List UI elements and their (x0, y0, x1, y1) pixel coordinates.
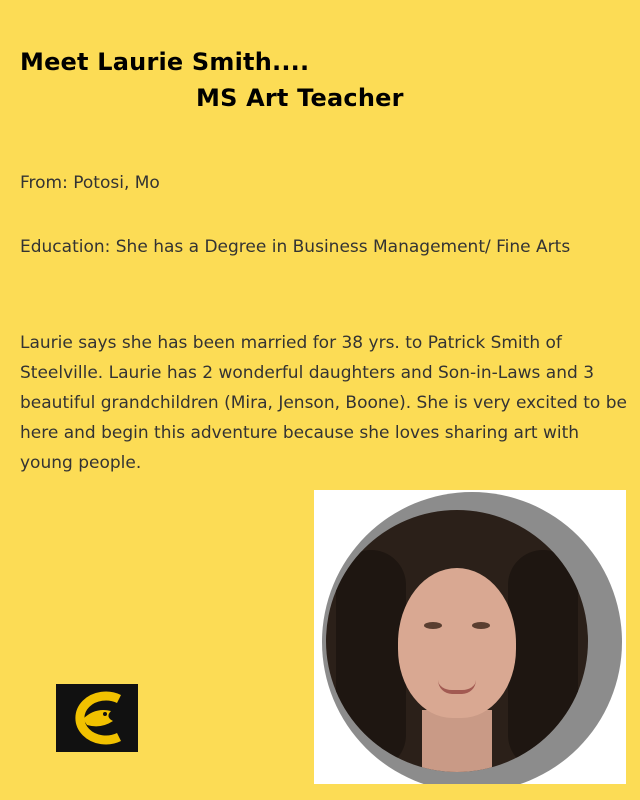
portrait (326, 510, 588, 772)
page-title: Meet Laurie Smith.... (20, 48, 310, 76)
page-subtitle: MS Art Teacher (196, 84, 404, 112)
golden-eagle-c-logo-icon (56, 684, 138, 752)
face (398, 568, 516, 718)
hometown-text: From: Potosi, Mo (20, 173, 160, 193)
bio-text: Laurie says she has been married for 38 yrs. to Patrick Smith of Steelville. Laurie has 2 wonderful daughters and Son-in-Laws and 3 beautiful grandchildren (Mira, Jenson, Boone). She is very excited to be here and begin this adventure because she loves sharing art with young people. (20, 333, 627, 473)
education-text: Education: She has a Degree in Business Management/ Fine Arts (20, 237, 571, 257)
teacher-photo (314, 490, 626, 784)
